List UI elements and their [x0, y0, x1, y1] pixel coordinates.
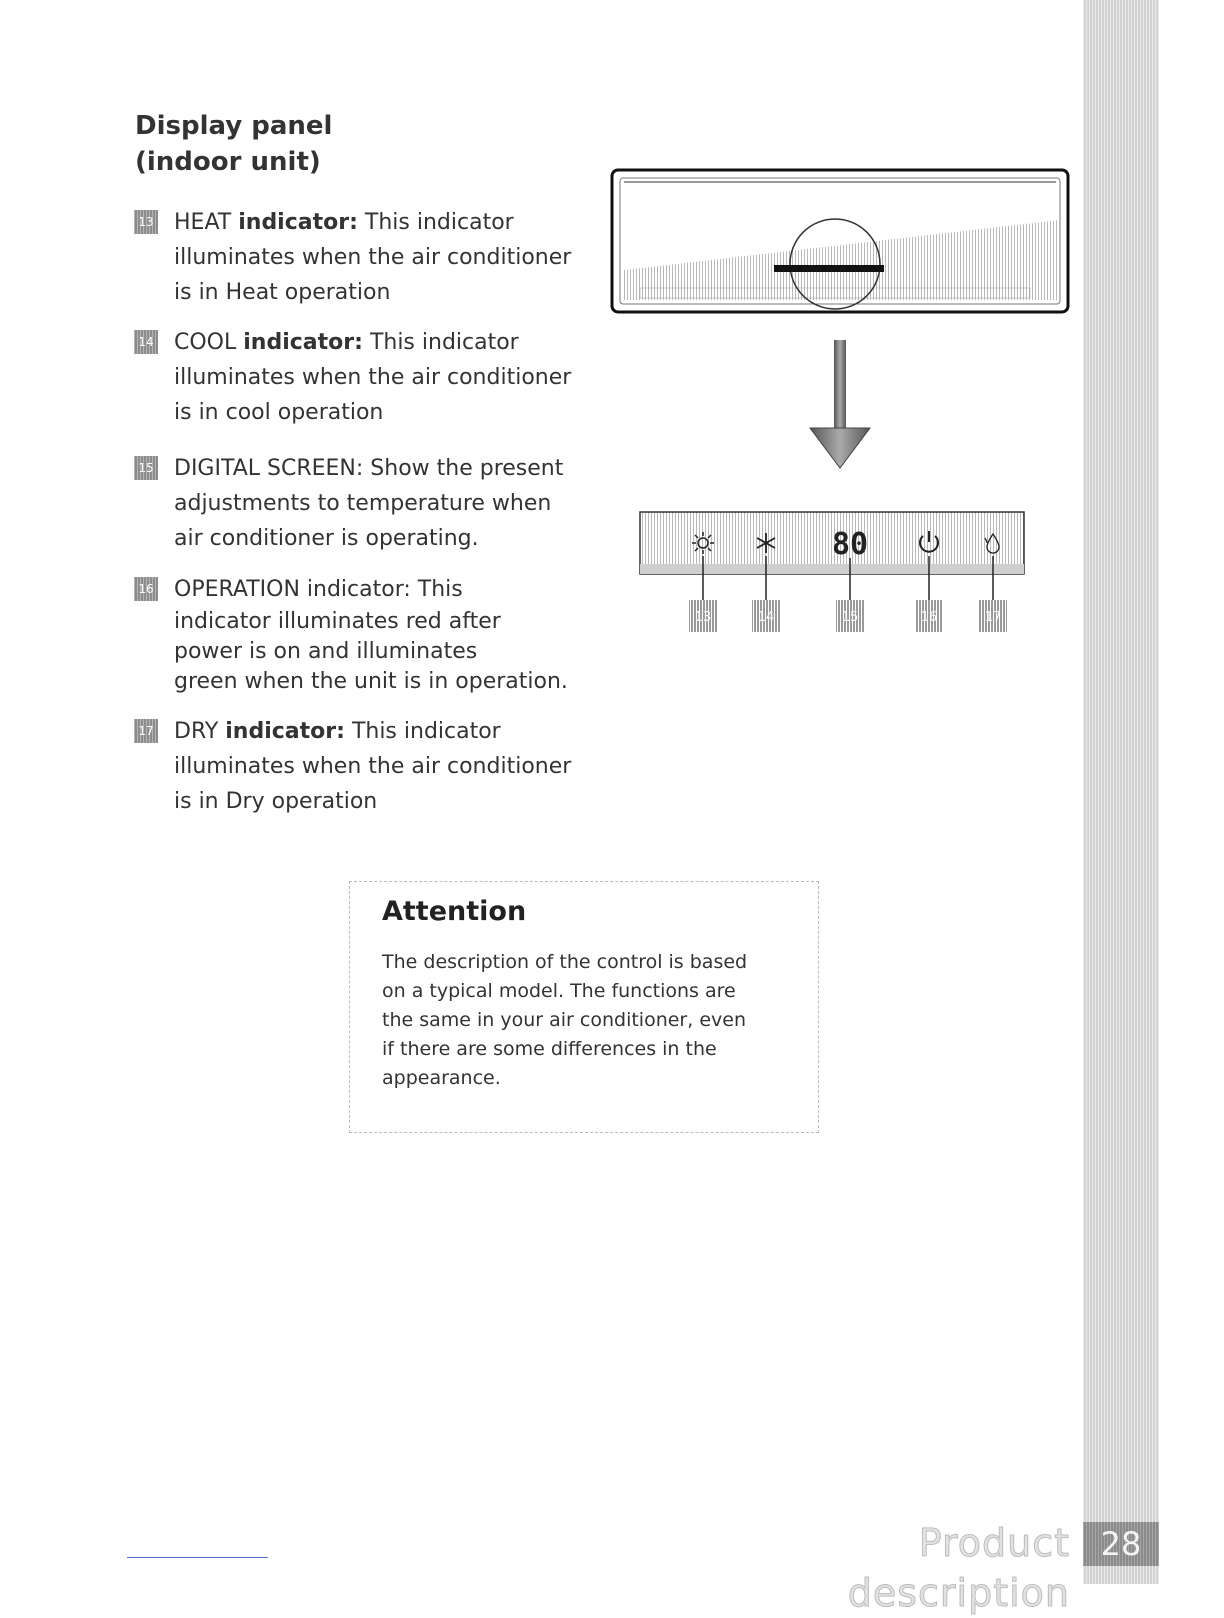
number-badge: 16	[134, 577, 158, 601]
callout-17	[979, 600, 1007, 632]
indicator-label: indicator:	[238, 210, 358, 235]
indicator-heading	[174, 715, 501, 749]
indicator-body	[174, 749, 571, 819]
indicator-body	[174, 240, 571, 310]
digital-readout: 80	[831, 527, 869, 562]
display-panel-closeup	[640, 512, 1024, 632]
attention-line: The description of the control is based	[382, 951, 748, 973]
page-title-line-2: (indoor unit)	[135, 147, 321, 177]
callout-label: 16	[920, 610, 938, 625]
attention-text	[382, 948, 802, 1093]
indicator-body-line: is in Heat operation	[174, 280, 391, 305]
callout-label: 14	[757, 610, 775, 625]
number-badge: 13	[134, 210, 158, 234]
indicator-body	[174, 607, 568, 697]
indicator-name: DRY	[174, 719, 219, 744]
number-badge: 15	[134, 456, 158, 480]
indicator-body-line: is in cool operation	[174, 400, 384, 425]
indicator-body-line: is in Dry operation	[174, 789, 378, 814]
page-number: 28	[1083, 1522, 1159, 1566]
indicator-heading	[174, 452, 563, 486]
callout-16	[915, 600, 943, 632]
arrow-down-icon	[810, 340, 870, 468]
indicator-body-line: air conditioner is operating.	[174, 526, 479, 551]
indicator-first-line: This indicator	[351, 719, 501, 744]
attention-line: on a typical model. The functions are	[382, 980, 736, 1002]
indicator-body-line: adjustments to temperature when	[174, 491, 552, 516]
indicator-body-line: power is on and illuminates	[174, 639, 478, 664]
footer-rule	[127, 1557, 268, 1558]
footer-section-name: Product description	[847, 1521, 1070, 1615]
indicator-name: OPERATION indicator:	[174, 577, 411, 602]
callout-label: 15	[841, 610, 859, 625]
number-badge: 17	[134, 719, 158, 743]
page-title-line-1: Display panel	[135, 111, 333, 141]
callout-label: 13	[694, 610, 712, 625]
indicator-body-line: indicator illuminates red after	[174, 609, 501, 634]
indicator-first-line: Show the present	[370, 456, 564, 481]
callout-15	[836, 600, 864, 632]
indicator-label: indicator:	[225, 719, 345, 744]
number-badge: 14	[134, 330, 158, 354]
sidebar-strip	[1083, 0, 1159, 1584]
indicator-body-line: illuminates when the air conditioner	[174, 754, 572, 779]
indicator-name: HEAT	[174, 210, 232, 235]
indicator-heading	[174, 206, 514, 240]
display-panel-diagram	[600, 160, 1080, 640]
callout-label: 17	[984, 610, 1002, 625]
indicator-first-line: This	[417, 577, 463, 602]
indoor-unit-illustration	[612, 170, 1068, 312]
indicator-body-line: illuminates when the air conditioner	[174, 245, 572, 270]
indicator-name: DIGITAL SCREEN:	[174, 456, 364, 481]
indicator-body	[174, 486, 551, 556]
indicator-body-line: illuminates when the air conditioner	[174, 365, 572, 390]
indicator-label: indicator:	[243, 330, 363, 355]
indicator-first-line: This indicator	[364, 210, 514, 235]
attention-line: if there are some differences in the	[382, 1038, 717, 1060]
indicator-heading	[174, 573, 463, 607]
attention-title: Attention	[382, 896, 527, 927]
attention-line: appearance.	[382, 1067, 501, 1089]
attention-box	[349, 881, 819, 1133]
indicator-heading	[174, 326, 519, 360]
indicator-body-line: green when the unit is in operation.	[174, 669, 568, 694]
page-title	[135, 108, 332, 180]
indicator-first-line: This indicator	[369, 330, 519, 355]
indicator-name: COOL	[174, 330, 237, 355]
callout-13	[689, 600, 717, 632]
attention-line: the same in your air conditioner, even	[382, 1009, 746, 1031]
callout-14	[752, 600, 780, 632]
indicator-body	[174, 360, 571, 430]
